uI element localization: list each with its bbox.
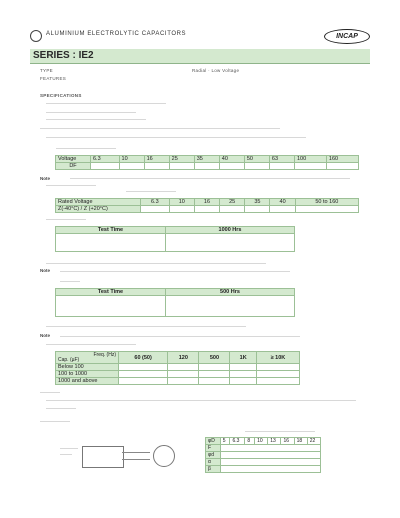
test-cell xyxy=(56,234,166,252)
test-cell xyxy=(56,296,166,317)
imp-value-cell xyxy=(169,206,194,213)
spec-text-line xyxy=(46,103,166,104)
df-voltage-label: Voltage xyxy=(56,156,91,163)
spec-text-line xyxy=(46,263,266,264)
dim-cell xyxy=(220,459,320,466)
spec-text-line xyxy=(46,400,356,401)
dim-size-cell: 16 xyxy=(281,438,294,445)
dim-cell xyxy=(220,466,320,473)
df-table xyxy=(55,155,359,170)
dim-size-cell: 5 xyxy=(220,438,230,445)
spec-text-line xyxy=(40,421,70,422)
dim-size-cell: 10 xyxy=(255,438,268,445)
df-value-cell xyxy=(244,163,269,170)
freq-cap-corner xyxy=(56,352,119,364)
note-text-line xyxy=(60,281,80,282)
note-label: Note xyxy=(40,268,50,273)
freq-cell xyxy=(119,378,168,385)
capacitor-side-drawing xyxy=(82,446,124,468)
freq-cell xyxy=(168,378,199,385)
features-label: FEATURES xyxy=(40,76,67,81)
freq-cell xyxy=(119,371,168,378)
impedance-ratio-table xyxy=(55,198,359,213)
freq-cell xyxy=(230,378,256,385)
df-value-cell xyxy=(326,163,358,170)
note-text-line xyxy=(60,271,290,272)
dim-table-caption xyxy=(245,431,315,432)
freq-corner-top: Freq. (Hz) xyxy=(93,352,116,358)
test-time-header: Test Time xyxy=(56,289,166,296)
spec-text-line xyxy=(46,344,136,345)
imp-value-cell xyxy=(220,206,245,213)
imp-voltage-cell: 40 xyxy=(270,199,295,206)
dim-row-label: F xyxy=(206,445,221,452)
imp-voltage-cell: 50 to 160 xyxy=(295,199,358,206)
note-text-line xyxy=(70,178,350,179)
specifications-heading: SPECIFICATIONS xyxy=(40,93,82,98)
test-hours-header: 1000 Hrs xyxy=(166,227,295,234)
df-value-cell xyxy=(294,163,326,170)
ripple-frequency-table xyxy=(55,351,300,385)
drawing-label-line xyxy=(60,448,78,449)
test-hours-header: 500 Hrs xyxy=(166,289,295,296)
note-label: Note xyxy=(40,176,50,181)
freq-row-label: 100 to 1000 xyxy=(56,371,119,378)
freq-cell xyxy=(256,371,299,378)
spec-text-line xyxy=(46,219,86,220)
df-voltage-cell: 50 xyxy=(244,156,269,163)
imp-row1-label: Rated Voltage xyxy=(56,199,141,206)
imp-voltage-cell: 10 xyxy=(169,199,194,206)
dim-row-label: φd xyxy=(206,452,221,459)
note-text-line xyxy=(126,191,176,192)
df-value-cell xyxy=(119,163,144,170)
page-header xyxy=(30,29,370,43)
freq-cell xyxy=(168,371,199,378)
freq-header-cell: 120 xyxy=(168,352,199,364)
dim-size-cell: 13 xyxy=(268,438,281,445)
freq-row-label: 1000 and above xyxy=(56,378,119,385)
dim-cell xyxy=(220,452,320,459)
freq-cell xyxy=(230,364,256,371)
dim-cell xyxy=(220,445,320,452)
test-cell xyxy=(166,296,295,317)
df-voltage-cell: 63 xyxy=(269,156,294,163)
imp-value-cell xyxy=(295,206,358,213)
series-title-bar xyxy=(30,49,370,64)
freq-header-cell: ≥ 10K xyxy=(256,352,299,364)
df-row-label: DF xyxy=(56,163,91,170)
header-circle-mark xyxy=(30,30,42,42)
df-voltage-cell: 25 xyxy=(169,156,194,163)
dim-size-cell: 22 xyxy=(307,438,320,445)
df-value-cell xyxy=(91,163,120,170)
imp-value-cell xyxy=(270,206,295,213)
lead-wire xyxy=(122,459,150,460)
df-value-cell xyxy=(144,163,169,170)
df-value-cell xyxy=(219,163,244,170)
df-value-cell xyxy=(269,163,294,170)
brand-logo: INCAP xyxy=(324,29,370,44)
dim-row-label: β xyxy=(206,466,221,473)
note-label: Note xyxy=(40,333,50,338)
capacitor-top-view xyxy=(153,445,175,467)
imp-row2-label: Z(-40°C) / Z (+20°C) xyxy=(56,206,141,213)
imp-value-cell xyxy=(141,206,170,213)
test-cell xyxy=(166,234,295,252)
df-voltage-cell: 10 xyxy=(119,156,144,163)
freq-cell xyxy=(119,364,168,371)
freq-cell xyxy=(199,371,230,378)
spec-text-line xyxy=(40,392,60,393)
drawing-label-line xyxy=(60,454,72,455)
spec-text-line xyxy=(46,326,246,327)
test-time-header: Test Time xyxy=(56,227,166,234)
freq-corner-bottom: Cap. (µF) xyxy=(58,357,80,363)
series-title: SERIES : IE2 xyxy=(33,50,94,61)
freq-row-label: Below 100 xyxy=(56,364,119,371)
note-text-line xyxy=(60,336,300,337)
df-value-cell xyxy=(194,163,219,170)
freq-cell xyxy=(199,378,230,385)
freq-header-cell: 1K xyxy=(230,352,256,364)
imp-voltage-cell: 35 xyxy=(245,199,270,206)
shelf-life-table xyxy=(55,288,295,317)
features-value: Radial · Low Voltage xyxy=(192,68,240,73)
df-voltage-cell: 6.3 xyxy=(91,156,120,163)
dim-row-label: α xyxy=(206,459,221,466)
df-voltage-cell: 40 xyxy=(219,156,244,163)
dim-size-cell: 6.3 xyxy=(230,438,245,445)
dim-size-cell: 8 xyxy=(245,438,255,445)
df-voltage-cell: 35 xyxy=(194,156,219,163)
imp-voltage-cell: 25 xyxy=(220,199,245,206)
dim-row-label: φD xyxy=(206,438,221,445)
freq-cell xyxy=(199,364,230,371)
imp-voltage-cell: 16 xyxy=(194,199,219,206)
dimension-table xyxy=(205,437,321,473)
header-title: ALUMINIUM ELECTROLYTIC CAPACITORS xyxy=(46,31,187,37)
spec-text-line xyxy=(56,148,116,149)
imp-voltage-cell: 6.3 xyxy=(141,199,170,206)
spec-text-line xyxy=(46,137,306,138)
imp-value-cell xyxy=(194,206,219,213)
freq-header-cell: 500 xyxy=(199,352,230,364)
spec-text-line xyxy=(46,112,136,113)
freq-cell xyxy=(168,364,199,371)
spec-text-line xyxy=(40,128,280,129)
type-label: TYPE xyxy=(40,68,53,73)
spec-text-line xyxy=(46,119,146,120)
df-voltage-cell: 100 xyxy=(294,156,326,163)
df-voltage-cell: 16 xyxy=(144,156,169,163)
freq-header-cell: 60 (50) xyxy=(119,352,168,364)
imp-value-cell xyxy=(245,206,270,213)
freq-cell xyxy=(230,371,256,378)
spec-text-line xyxy=(46,408,76,409)
dim-size-cell: 18 xyxy=(294,438,307,445)
note-text-line xyxy=(46,185,96,186)
load-life-table xyxy=(55,226,295,252)
df-voltage-cell: 160 xyxy=(326,156,358,163)
df-value-cell xyxy=(169,163,194,170)
freq-cell xyxy=(256,378,299,385)
lead-wire xyxy=(122,452,150,453)
freq-cell xyxy=(256,364,299,371)
